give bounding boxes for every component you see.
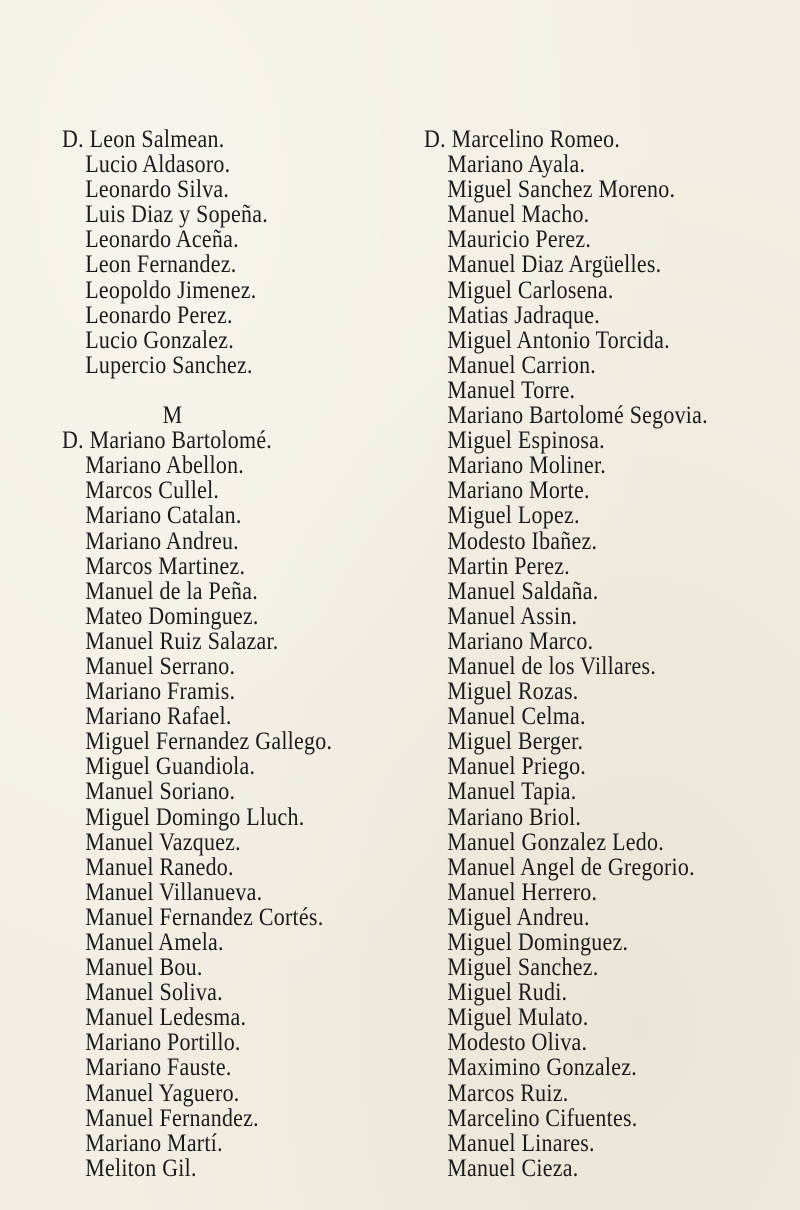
- list-item: Manuel Assin.: [447, 600, 578, 630]
- list-item: Miguel Sanchez Moreno.: [447, 174, 676, 204]
- list-item: Manuel Soliva.: [85, 977, 223, 1007]
- list-item: Miguel Lopez.: [447, 500, 580, 530]
- list-item: Manuel Linares.: [447, 1127, 595, 1157]
- list-item: Miguel Espinosa.: [447, 425, 605, 455]
- list-item: Lupercio Sanchez.: [85, 349, 253, 379]
- blank-line: [62, 377, 332, 402]
- list-item: Martin Perez.: [447, 550, 570, 580]
- list-item: Manuel Fernandez Cortés.: [85, 901, 324, 931]
- list-item: Manuel Soriano.: [85, 776, 236, 806]
- list-item: Mateo Dominguez.: [85, 600, 259, 630]
- list-item: Manuel Carrion.: [447, 349, 597, 379]
- list-item: Mariano Bartolomé Segovia.: [447, 400, 708, 430]
- list-item: Modesto Ibañez.: [447, 525, 598, 555]
- list-item: Miguel Guandiola.: [85, 751, 256, 781]
- list-item: Mariano Morte.: [447, 475, 590, 505]
- right-column: [424, 126, 708, 1180]
- list-item: Matias Jadraque.: [447, 299, 600, 329]
- list-item: Manuel Macho.: [447, 199, 590, 229]
- list-item: Manuel Vazquez.: [85, 826, 241, 856]
- list-item: Mariano Fauste.: [85, 1052, 232, 1082]
- list-item: Mariano Moliner.: [447, 450, 607, 480]
- list-item: Manuel Diaz Argüelles.: [447, 249, 662, 279]
- list-item: Leonardo Silva.: [85, 174, 230, 204]
- list-item: Manuel Priego.: [447, 751, 587, 781]
- list-item: Mariano Framis.: [85, 676, 236, 706]
- list-item: Marcos Cullel.: [85, 475, 220, 505]
- list-item: Leopoldo Jimenez.: [85, 274, 257, 304]
- list-item: Manuel Yaguero.: [85, 1077, 240, 1107]
- list-item: Lucio Gonzalez.: [85, 324, 235, 354]
- list-item: Manuel Gonzalez Ledo.: [447, 826, 664, 856]
- list-item: Miguel Antonio Torcida.: [447, 324, 670, 354]
- list-item: Miguel Carlosena.: [447, 274, 614, 304]
- list-item: Miguel Fernandez Gallego.: [85, 726, 333, 756]
- list-item: Manuel Saldaña.: [447, 575, 599, 605]
- list-item: Mariano Martí.: [85, 1127, 223, 1157]
- section-heading-m: M: [162, 400, 183, 430]
- list-item: Miguel Rozas.: [447, 676, 579, 706]
- list-item: Miguel Rudi.: [447, 977, 568, 1007]
- list-item: Manuel Amela.: [85, 927, 224, 956]
- list-item: Manuel Ledesma.: [85, 1002, 247, 1032]
- list-item: Manuel Cieza.: [447, 1152, 579, 1182]
- list-item: Marcos Ruiz.: [447, 1077, 569, 1107]
- list-item: Manuel Serrano.: [85, 650, 236, 680]
- list-item: Mariano Ayala.: [447, 149, 586, 179]
- list-item: Manuel Villanueva.: [85, 876, 263, 906]
- list-item: Manuel Fernandez.: [85, 1102, 259, 1132]
- list-item: Mariano Rafael.: [85, 701, 232, 731]
- list-item: Manuel de los Villares.: [447, 650, 657, 680]
- list-item: Lucio Aldasoro.: [85, 149, 231, 179]
- list-item: Mauricio Perez.: [447, 224, 592, 254]
- list-item: Manuel Tapia.: [447, 776, 577, 806]
- list-item: Mariano Andreu.: [85, 525, 239, 555]
- list-item: Manuel Celma.: [447, 701, 586, 731]
- entry-mariano-bartolome: D. Mariano Bartolomé.: [62, 425, 273, 455]
- list-item: Mariano Abellon.: [85, 450, 245, 480]
- list-item: Manuel Bou.: [85, 952, 203, 982]
- list-item: Marcelino Cifuentes.: [447, 1102, 638, 1132]
- list-item: Miguel Berger.: [447, 726, 584, 756]
- list-item: Manuel Angel de Gregorio.: [447, 851, 695, 881]
- list-item: Miguel Domingo Lluch.: [85, 801, 305, 831]
- list-item: Mariano Briol.: [447, 801, 582, 831]
- list-item: Miguel Mulato.: [447, 1002, 589, 1032]
- list-item: Meliton Gil.: [85, 1152, 197, 1182]
- list-item: Manuel Ranedo.: [85, 851, 234, 881]
- list-item: Manuel de la Peña.: [85, 575, 258, 605]
- list-item: Maximino Gonzalez.: [447, 1052, 637, 1082]
- list-item: Marcos Martinez.: [85, 550, 246, 580]
- list-item: Manuel Torre.: [447, 374, 576, 404]
- list-item: Miguel Sanchez.: [447, 952, 599, 982]
- list-item: Mariano Catalan.: [85, 500, 242, 530]
- entry-marcelino-romeo: D. Marcelino Romeo.: [424, 124, 621, 153]
- entry-leon-salmean: D. Leon Salmean.: [62, 124, 225, 153]
- list-item: Leonardo Perez.: [85, 299, 233, 329]
- list-item: Leon Fernandez.: [85, 249, 237, 279]
- list-item: Miguel Dominguez.: [447, 927, 629, 956]
- list-item: Mariano Marco.: [447, 625, 594, 655]
- list-item: Modesto Oliva.: [447, 1027, 588, 1057]
- list-item: Manuel Ruiz Salazar.: [85, 625, 279, 655]
- left-column: [62, 126, 332, 1180]
- list-item: Mariano Portillo.: [85, 1027, 241, 1057]
- list-item: Luis Diaz y Sopeña.: [85, 199, 268, 229]
- list-item: Manuel Herrero.: [447, 876, 598, 906]
- list-item: Miguel Andreu.: [447, 901, 590, 931]
- list-item: Leonardo Aceña.: [85, 224, 239, 254]
